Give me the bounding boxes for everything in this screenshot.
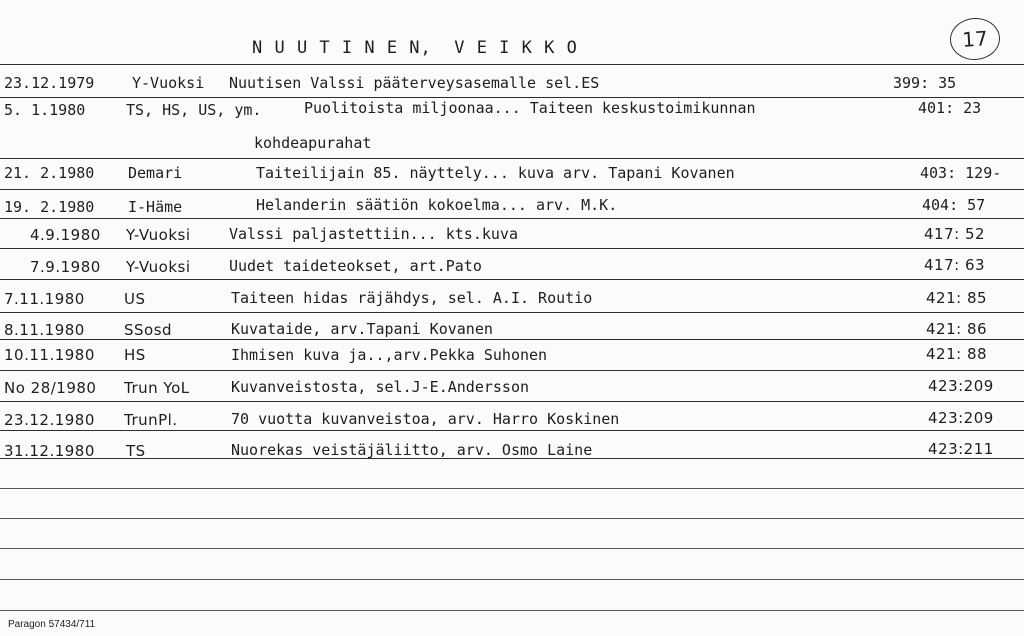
entry-ref: 423:211 <box>928 440 994 458</box>
entry-date: 7.9.1980 <box>30 258 101 276</box>
entry-date: 23.12.1979 <box>4 74 95 92</box>
entry-text: 70 vuotta kuvanveistoa, arv. Harro Koskinen <box>231 410 620 428</box>
entry-ref: 401: 23 <box>918 99 982 117</box>
entry-date: 10.11.1980 <box>4 346 95 364</box>
card-footer: Paragon 57434/711 <box>8 619 96 630</box>
entry-date: 8.11.1980 <box>4 321 85 339</box>
entry-ref: 421: 85 <box>926 289 988 307</box>
entry-ref: 423:209 <box>928 377 994 395</box>
entry-ref: 423:209 <box>928 409 994 427</box>
entry-ref: 417: 52 <box>924 225 986 243</box>
entry-text: Uudet taideteokset, art.Pato <box>229 257 482 275</box>
entry-source: HS <box>124 346 146 364</box>
entry-ref: 421: 88 <box>926 345 988 363</box>
entry-text: Nuorekas veistäjäliitto, arv. Osmo Laine <box>231 441 593 459</box>
ruled-line <box>0 97 1024 98</box>
ruled-line <box>0 370 1024 371</box>
entry-date: No 28/1980 <box>4 379 97 397</box>
entry-text: Taiteen hidas räjähdys, sel. A.I. Routio <box>231 289 593 307</box>
entry-text: Taiteilijain 85. näyttely... kuva arv. Tapani Kovanen <box>256 164 735 182</box>
entry-date: 19. 2.1980 <box>4 198 95 216</box>
entry-source: US <box>124 290 146 308</box>
entry-text: Puolitoista miljoonaa... Taiteen keskustoimikunnan <box>304 99 756 117</box>
entry-text: Kuvataide, arv.Tapani Kovanen <box>231 320 493 338</box>
entry-ref: 417: 63 <box>924 256 986 274</box>
entry-date: 23.12.1980 <box>4 411 95 429</box>
entry-source: SSosd <box>124 321 173 339</box>
ruled-line <box>0 218 1024 219</box>
entry-ref: 404: 57 <box>922 196 986 214</box>
entry-ref: 399: 35 <box>893 74 957 92</box>
card-title: N U U T I N E N, V E I K K O <box>252 38 578 58</box>
entry-text: Kuvanveistosta, sel.J-E.Andersson <box>231 378 530 396</box>
entry-text-continuation: kohdeapurahat <box>254 134 372 152</box>
entry-date: 4.9.1980 <box>30 226 101 244</box>
entry-source: Demari <box>128 164 183 182</box>
entry-source: Y-Vuoksi <box>132 74 205 92</box>
ruled-line <box>0 64 1024 65</box>
ruled-line <box>0 401 1024 402</box>
entry-source: I-Häme <box>128 198 183 216</box>
entry-ref: 403: 129- <box>920 164 1002 182</box>
entry-source: TrunPl. <box>124 411 178 429</box>
entry-date: 7.11.1980 <box>4 290 85 308</box>
entry-text: Nuutisen Valssi pääterveysasemalle sel.ES <box>229 74 600 92</box>
ruled-line <box>0 518 1024 519</box>
entry-date: 31.12.1980 <box>4 442 95 460</box>
ruled-line <box>0 312 1024 313</box>
ruled-line <box>0 189 1024 190</box>
entry-source: Trun YoL <box>124 379 190 397</box>
ruled-line <box>0 339 1024 340</box>
ruled-line <box>0 158 1024 159</box>
ruled-line <box>0 279 1024 280</box>
entry-text: Valssi paljastettiin... kts.kuva <box>229 225 518 243</box>
entry-date: 21. 2.1980 <box>4 164 95 182</box>
card-number-stamp: 17 <box>949 16 1002 61</box>
entry-text: Ihmisen kuva ja..,arv.Pekka Suhonen <box>231 346 548 364</box>
ruled-line <box>0 579 1024 580</box>
ruled-line <box>0 488 1024 489</box>
entry-source: TS <box>126 442 146 460</box>
entry-source: TS, HS, US, ym. <box>126 101 262 119</box>
ruled-line <box>0 248 1024 249</box>
entry-date: 5. 1.1980 <box>4 101 86 119</box>
entry-source: Y-Vuoksi <box>126 258 191 276</box>
entry-ref: 421: 86 <box>926 320 988 338</box>
ruled-line <box>0 548 1024 549</box>
entry-text: Helanderin säätiön kokoelma... arv. M.K. <box>256 196 618 214</box>
ruled-line <box>0 430 1024 431</box>
ruled-line <box>0 610 1024 611</box>
entry-source: Y-Vuoksi <box>126 226 191 244</box>
